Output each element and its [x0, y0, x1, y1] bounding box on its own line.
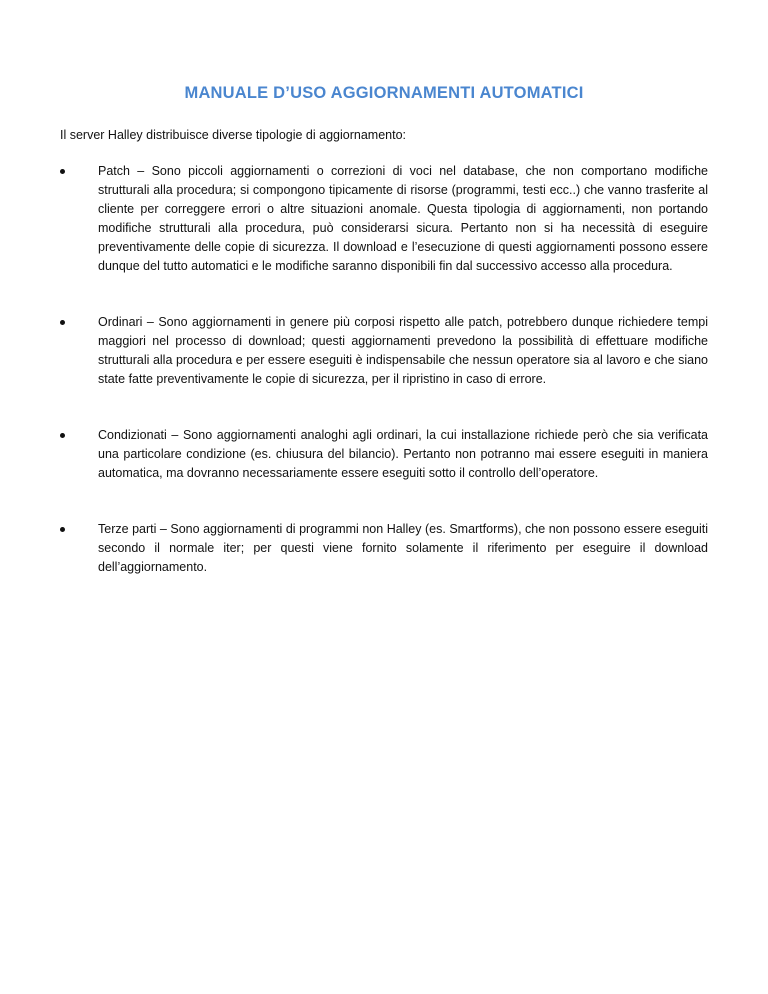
intro-paragraph: Il server Halley distribuisce diverse tipologie di aggiornamento: [60, 128, 407, 142]
list-item-terze-parti [60, 520, 708, 577]
list-item-text: Ordinari – Sono aggiornamenti in genere più corposi rispetto alle patch, potrebbero dunque richiedere tempi maggiori nel processo di download; questi aggiornamenti prevedono la possibilità di effettuare modifiche strutturali alla procedura e per essere eseguiti è indispensabile che nessun operatore sia al lavoro e che siano state fatte preventivamente le copie di sicurezza, per il ripristino in caso di errore. [98, 315, 708, 386]
list-item-ordinari [60, 313, 708, 389]
list-item-text: Condizionati – Sono aggiornamenti analoghi agli ordinari, la cui installazione richiede però che sia verificata una particolare condizione (es. chiusura del bilancio). Pertanto non potranno mai essere eseguiti in maniera automatica, ma dovranno necessariamente essere eseguiti sotto il controllo dell’operatore. [98, 428, 708, 480]
list-item-patch [60, 162, 708, 276]
update-types-list [60, 162, 708, 614]
list-item-condizionati [60, 426, 708, 483]
bullet-dot-icon [60, 433, 65, 438]
bullet-dot-icon [60, 169, 65, 174]
bullet-dot-icon [60, 320, 65, 325]
bullet-dot-icon [60, 527, 65, 532]
list-item-text: Patch – Sono piccoli aggiornamenti o correzioni di voci nel database, che non comportano modifiche strutturali alla procedura; si compongono tipicamente di risorse (programmi, testi ecc..) che vanno trasferite al cliente per correggere errori o altre situazioni anomale. Questa tipologia di aggiornamenti, non portando modifiche strutturali alla procedura, può considerarsi sicura. Pertanto non si ha necessità di eseguire preventivamente delle copie di sicurezza. Il download e l’esecuzione di questi aggiornamenti possono essere dunque del tutto automatici e le modifiche saranno disponibili fin dal successivo accesso alla procedura. [98, 164, 708, 273]
list-item-text: Terze parti – Sono aggiornamenti di programmi non Halley (es. Smartforms), che non possono essere eseguiti secondo il normale iter; per questi viene fornito solamente il riferimento per eseguire il download dell’aggiornamento. [98, 522, 708, 574]
page-title: MANUALE D’USO AGGIORNAMENTI AUTOMATICI [184, 84, 584, 102]
